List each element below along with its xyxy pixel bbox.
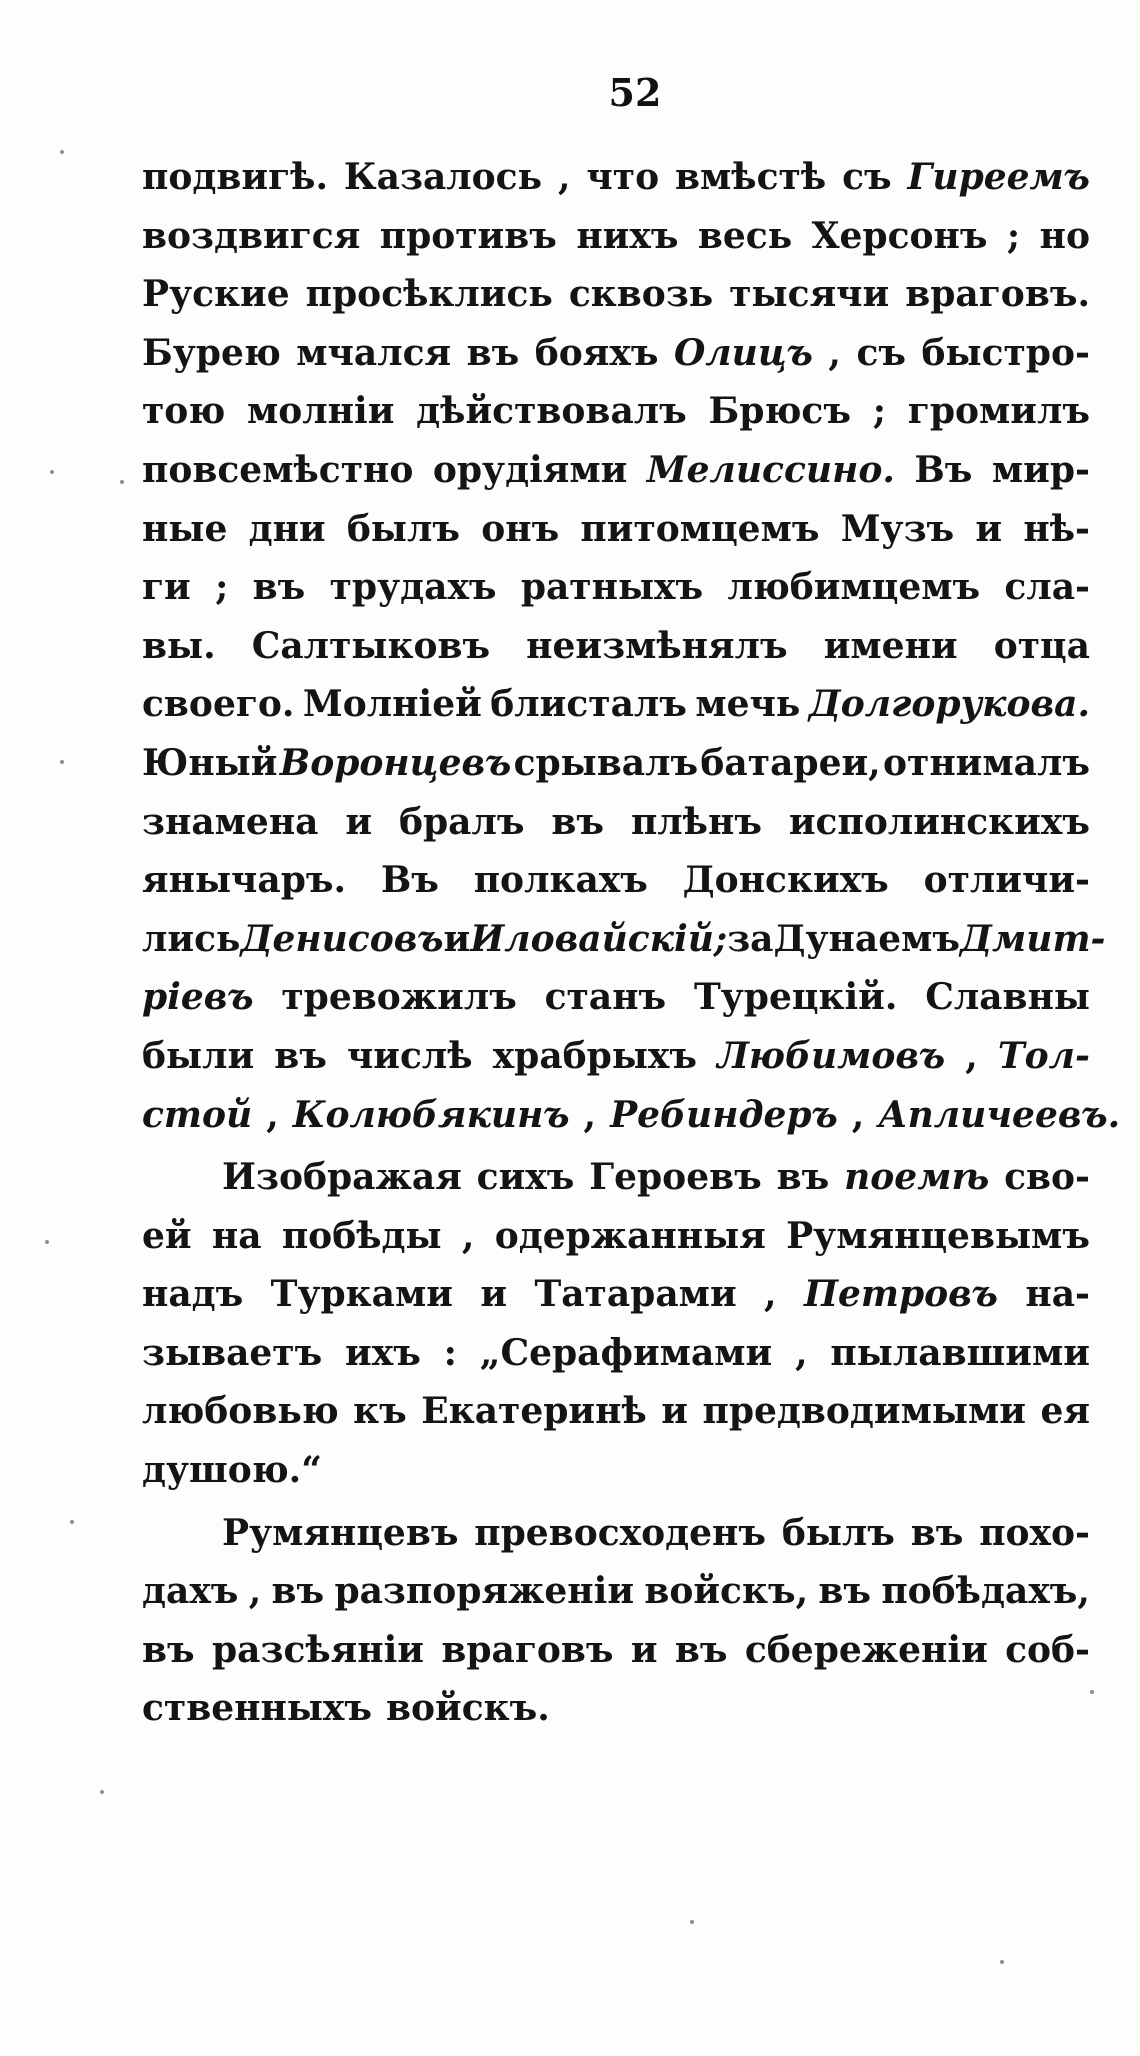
word: Колюбякинъ xyxy=(292,1093,570,1136)
word: орудіями xyxy=(432,448,628,491)
text-line xyxy=(142,1027,1090,1086)
word: стой xyxy=(142,1093,253,1136)
word: Брюсъ xyxy=(708,390,851,433)
word: , xyxy=(795,1331,808,1374)
word: за xyxy=(727,917,774,960)
word: Изображая xyxy=(222,1156,462,1199)
text-line xyxy=(142,1324,1090,1383)
word: знамена xyxy=(142,800,319,843)
word: трудахъ xyxy=(329,566,497,609)
word: , xyxy=(461,1214,475,1257)
word: исполинскихъ xyxy=(788,800,1090,843)
word: Любимовъ xyxy=(717,1034,946,1077)
word: Донскихъ xyxy=(682,859,889,902)
word: были xyxy=(142,1034,255,1077)
print-speck xyxy=(100,1790,104,1794)
text-line xyxy=(142,1621,1090,1680)
word: ные xyxy=(142,507,228,550)
word: , xyxy=(965,1034,978,1077)
word: ги xyxy=(142,566,191,609)
word: Руские xyxy=(142,273,290,316)
word: и xyxy=(661,1390,688,1433)
word: мечь xyxy=(695,683,801,726)
text-line xyxy=(142,1265,1090,1324)
word: ей xyxy=(142,1214,192,1257)
text-line xyxy=(142,148,1090,207)
word: янычаръ. xyxy=(142,859,347,902)
text-line xyxy=(142,558,1090,617)
word: быстро- xyxy=(921,331,1090,374)
word: разпоряженіи xyxy=(334,1570,635,1613)
word: Долгорукова. xyxy=(808,683,1090,726)
text-line xyxy=(142,617,1090,676)
word: : xyxy=(443,1331,457,1374)
word: тою xyxy=(142,390,226,433)
word: блисталъ xyxy=(490,683,687,726)
print-speck xyxy=(60,760,64,764)
word: надъ xyxy=(142,1273,244,1316)
word: но xyxy=(1039,214,1090,257)
text-line xyxy=(142,1679,1090,1738)
word: побѣдахъ, xyxy=(881,1570,1090,1613)
print-speck xyxy=(45,1240,49,1244)
word: ея xyxy=(1040,1390,1090,1433)
word: въ xyxy=(674,1628,728,1671)
word: молніи xyxy=(247,390,395,433)
word: полкахъ xyxy=(473,859,648,902)
word: сво- xyxy=(1004,1156,1090,1199)
word: Петровъ xyxy=(803,1273,998,1316)
word: въ xyxy=(776,1156,830,1199)
word: Турками xyxy=(270,1273,453,1316)
word: сбереженіи xyxy=(744,1628,988,1671)
word: съ xyxy=(842,156,892,198)
word: дахъ xyxy=(142,1570,239,1613)
word: лись xyxy=(142,917,241,960)
text-line xyxy=(142,851,1090,910)
word: ; xyxy=(872,390,886,433)
word: на xyxy=(211,1214,262,1257)
word: Татарами xyxy=(534,1273,737,1316)
word: , xyxy=(248,1570,262,1613)
word: ратныхъ xyxy=(520,566,704,609)
word: , xyxy=(266,1093,279,1136)
word: и xyxy=(630,1628,658,1671)
word: превосходенъ xyxy=(474,1511,766,1554)
text-line xyxy=(142,441,1090,500)
text-line xyxy=(142,1382,1090,1441)
page-number: 52 xyxy=(608,70,662,115)
word: плѣнъ xyxy=(630,800,762,843)
text-line xyxy=(142,500,1090,559)
word: сихъ xyxy=(476,1156,575,1199)
print-speck xyxy=(70,1520,74,1524)
word: Ребиндеръ xyxy=(610,1093,838,1136)
word: противъ xyxy=(379,214,557,257)
word: Казалось xyxy=(343,156,543,198)
word: весь xyxy=(697,214,793,257)
word: Музъ xyxy=(840,507,955,550)
word: вы. xyxy=(142,624,216,667)
text-line xyxy=(142,207,1090,266)
word: Иловайскій; xyxy=(470,917,728,960)
word: батареи, xyxy=(700,741,881,784)
word: неизмѣнялъ xyxy=(526,624,788,667)
word: дѣйствовалъ xyxy=(416,390,687,433)
word: отличи- xyxy=(923,859,1090,902)
word: побѣды xyxy=(281,1214,442,1257)
word: предводимыми xyxy=(702,1390,1026,1433)
word: съ xyxy=(856,331,906,374)
word: въ xyxy=(466,331,520,374)
word: Денисовъ xyxy=(240,917,444,960)
word: и xyxy=(975,507,1003,550)
word: Апличеевъ. xyxy=(878,1093,1121,1136)
word: въ xyxy=(252,566,306,609)
word: Героевъ xyxy=(589,1156,762,1199)
word: Въ xyxy=(914,448,973,491)
word: Херсонъ xyxy=(811,214,988,257)
word: ; xyxy=(215,566,229,609)
word: любовью xyxy=(142,1390,339,1433)
word: тысячи xyxy=(729,273,890,316)
word: любимцемъ xyxy=(727,566,981,609)
word: „Серафимами xyxy=(479,1331,773,1374)
word: повсемѣстно xyxy=(142,448,414,491)
text-line xyxy=(142,1148,1090,1207)
word: мчался xyxy=(296,331,452,374)
word: Молніей xyxy=(302,683,482,726)
word: поемѣ xyxy=(844,1156,990,1199)
text-line xyxy=(142,324,1090,383)
word: одержанныя xyxy=(494,1214,766,1257)
word: Въ xyxy=(380,859,439,902)
word: въ xyxy=(274,1034,327,1077)
word: Румянцевъ xyxy=(222,1511,459,1554)
text-line xyxy=(142,1086,1121,1145)
word: пылавшими xyxy=(830,1331,1090,1374)
word: враговъ xyxy=(441,1628,614,1671)
word: вмѣстѣ xyxy=(675,156,827,198)
word: къ xyxy=(353,1390,407,1433)
word: и xyxy=(345,800,373,843)
print-speck xyxy=(1000,1960,1004,1964)
word: Славны xyxy=(925,976,1090,1019)
word: былъ xyxy=(346,507,460,550)
word: Румянцевымъ xyxy=(786,1214,1090,1257)
word: въ xyxy=(142,1628,195,1671)
print-speck xyxy=(1090,1690,1094,1694)
text-line xyxy=(142,910,1106,969)
text-line xyxy=(142,382,1090,441)
text-line xyxy=(142,1562,1090,1621)
word: на- xyxy=(1025,1273,1090,1316)
word: Мелиссино. xyxy=(646,448,895,491)
word: бралъ xyxy=(399,800,525,843)
word: Дмит- xyxy=(960,917,1106,960)
word: въ xyxy=(271,1570,325,1613)
word: отца xyxy=(993,624,1090,667)
word: нихъ xyxy=(576,214,679,257)
word: Турецкій. xyxy=(693,976,898,1019)
word: подвигѣ. xyxy=(142,156,328,198)
word: въ xyxy=(910,1511,964,1554)
word: станъ xyxy=(544,976,667,1019)
word: Юный xyxy=(142,741,278,784)
word: зываетъ xyxy=(142,1331,323,1374)
text-line xyxy=(142,734,1090,793)
word: войскъ, xyxy=(644,1570,809,1613)
text-line xyxy=(142,265,1090,324)
word: громилъ xyxy=(907,390,1090,433)
word: соб- xyxy=(1005,1628,1090,1671)
word: похо- xyxy=(979,1511,1090,1554)
word: отнималъ xyxy=(883,741,1090,784)
word: ственныхъ xyxy=(142,1687,373,1730)
text-line xyxy=(142,675,1090,734)
word: , xyxy=(828,331,841,374)
word: Воронцевъ xyxy=(279,741,512,784)
word: войскъ. xyxy=(386,1687,550,1730)
word: враговъ. xyxy=(905,273,1090,316)
word: ; xyxy=(1006,214,1021,257)
word: и xyxy=(443,917,471,960)
word: воздвигся xyxy=(142,214,361,257)
word: сквозь xyxy=(568,273,714,316)
word: дни xyxy=(248,507,326,550)
print-speck xyxy=(120,480,124,484)
word: ріевъ xyxy=(142,976,254,1019)
word: ихъ xyxy=(345,1331,421,1374)
text-line xyxy=(142,968,1090,1027)
print-speck xyxy=(690,1920,694,1924)
word: душою.“ xyxy=(142,1449,322,1492)
body-text xyxy=(142,148,1121,1738)
word: сла- xyxy=(1004,566,1090,609)
word: мир- xyxy=(991,448,1090,491)
word: имени xyxy=(823,624,958,667)
text-line xyxy=(142,1504,1090,1563)
word: , xyxy=(764,1273,777,1316)
word: питомцемъ xyxy=(580,507,820,550)
word: храбрыхъ xyxy=(492,1034,697,1077)
word: онъ xyxy=(481,507,560,550)
word: Бурею xyxy=(142,331,281,374)
word: въ xyxy=(551,800,605,843)
word: Олицъ xyxy=(673,331,813,374)
word: , xyxy=(583,1093,597,1136)
print-speck xyxy=(50,470,54,474)
word: былъ xyxy=(781,1511,895,1554)
word: тревожилъ xyxy=(281,976,517,1019)
text-line xyxy=(142,793,1090,852)
print-speck xyxy=(60,150,64,154)
word: , xyxy=(557,156,571,198)
word: бояхъ xyxy=(534,331,659,374)
word: разсѣяніи xyxy=(211,1628,424,1671)
word: , xyxy=(851,1093,865,1136)
word: Салтыковъ xyxy=(251,624,491,667)
text-line xyxy=(142,1207,1090,1266)
word: Тол- xyxy=(997,1034,1090,1077)
word: срывалъ xyxy=(513,741,699,784)
word: своего. xyxy=(142,683,295,726)
word: просѣклись xyxy=(305,273,553,316)
word: Гиреемъ xyxy=(907,156,1090,198)
word: Екатеринѣ xyxy=(421,1390,647,1433)
word: нѣ- xyxy=(1023,507,1090,550)
word: что xyxy=(586,156,660,198)
text-line xyxy=(142,1441,1090,1500)
word: Дунаемъ xyxy=(773,917,961,960)
word: числѣ xyxy=(346,1034,473,1077)
word: и xyxy=(480,1273,508,1316)
word: въ xyxy=(818,1570,872,1613)
